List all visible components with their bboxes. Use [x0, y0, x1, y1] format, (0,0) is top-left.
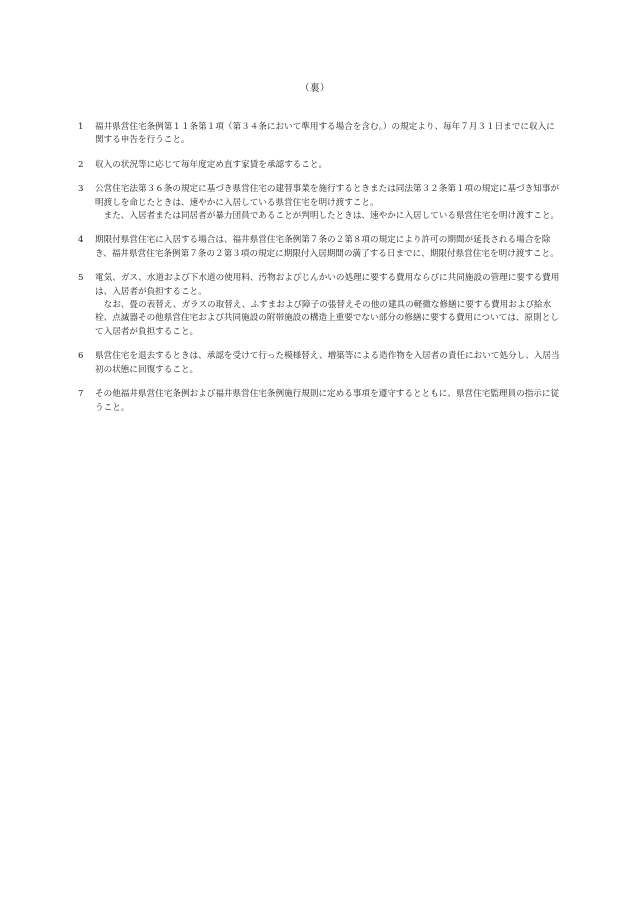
item-text	[95, 350, 560, 377]
item-paragraph: また、入居者または同居者が暴力団員であることが判明したときは、速やかに入居している県営住宅を明け渡すこと。	[103, 211, 560, 222]
item-paragraph: 電気、ガス、水道および下水道の使用料、汚物およびじんかいの処理に要する費用ならびに共同施設の管理に要する費用は、入居者が負担すること。	[95, 273, 560, 297]
item-number: 5	[78, 273, 84, 284]
item-text	[95, 159, 560, 172]
item-paragraph: 県営住宅を退去するときは、承認を受けて行った模様替え、増築等による造作物を入居者の責任において処分し、入居当初の状態に回復すること。	[95, 351, 560, 375]
item-text	[95, 388, 560, 415]
list-item	[78, 121, 560, 148]
list-item	[78, 350, 560, 377]
item-number: 7	[78, 389, 84, 400]
item-paragraph: 収入の状況等に応じて毎年度定め直す家賃を承認すること。	[95, 159, 328, 170]
item-number: 3	[78, 184, 84, 195]
item-number: 4	[78, 235, 84, 246]
item-text	[95, 234, 560, 261]
list-item	[78, 159, 560, 172]
item-number: 2	[78, 159, 84, 170]
item-paragraph: 期限付県営住宅に入居する場合は、福井県営住宅条例第７条の２第８項の規定により許可の期間が延長される場合を除き、福井県営住宅条例第７条の２第３項の規定に期限付入居期間の満了する日までに、期限付県営住宅を明け渡すこと。	[95, 235, 559, 259]
item-text	[95, 272, 560, 339]
page-side-label: （裏）	[299, 83, 330, 94]
item-paragraph: 福井県営住宅条例第１１条第１項（第３４条において準用する場合を含む。）の規定より、毎年７月３１日までに収入に関する申告を行うこと。	[95, 122, 555, 146]
item-text	[95, 183, 560, 223]
item-paragraph: 公営住宅法第３６条の規定に基づき県営住宅の建替事業を施行するときまたは同法第３２条第１項の規定に基づき知事が明渡しを命じたときは、速やかに入居している県営住宅を明け渡すこと。	[95, 184, 560, 208]
item-number: 6	[78, 351, 84, 362]
item-paragraph: その他福井県営住宅条例および福井県営住宅条例施行規則に定める事項を遵守するとともに、県営住宅監理員の指示に従うこと。	[95, 389, 560, 413]
list-item	[78, 183, 560, 223]
item-number: 1	[78, 122, 84, 132]
item-paragraph: なお、畳の表替え、ガラスの取替え、ふすまおよび障子の張替えその他の建具の軽微な修繕に要する費用および給水栓、点滅器その他県営住宅および共同施設の附帯施設の構造上重要でない部分の修繕に要する費用については、原則として入居者が負担すること。	[95, 300, 559, 337]
conditions-list	[78, 121, 560, 426]
list-item	[78, 234, 560, 261]
list-item	[78, 388, 560, 415]
item-text	[95, 121, 560, 148]
list-item	[78, 272, 560, 339]
